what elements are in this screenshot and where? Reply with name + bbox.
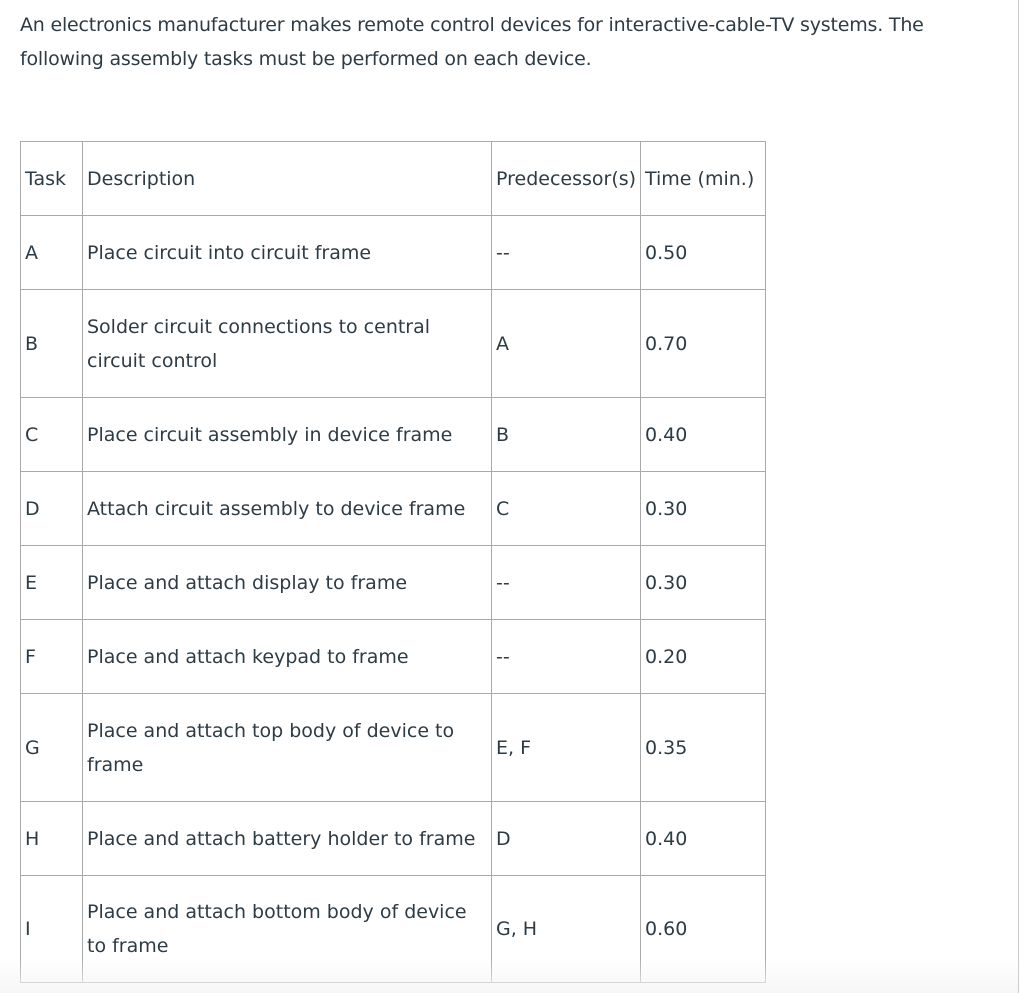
predecessors-cell: D <box>492 802 641 876</box>
task-cell: G <box>21 694 83 802</box>
header-task: Task <box>21 142 83 216</box>
task-cell: E <box>21 546 83 620</box>
table-row <box>21 802 766 876</box>
table-row <box>21 472 766 546</box>
header-description: Description <box>83 142 492 216</box>
description-cell: Place and attach keypad to frame <box>83 620 492 694</box>
time-cell: 0.40 <box>641 398 766 472</box>
task-cell: I <box>21 876 83 983</box>
time-cell: 0.30 <box>641 472 766 546</box>
time-cell: 0.60 <box>641 876 766 983</box>
table-row <box>21 620 766 694</box>
task-cell: A <box>21 216 83 290</box>
time-cell: 0.70 <box>641 290 766 398</box>
description-cell: Attach circuit assembly to device frame <box>83 472 492 546</box>
predecessors-cell: -- <box>492 620 641 694</box>
predecessors-cell: G, H <box>492 876 641 983</box>
task-cell: H <box>21 802 83 876</box>
table-header-row <box>21 142 766 216</box>
description-cell: Place and attach display to frame <box>83 546 492 620</box>
task-cell: B <box>21 290 83 398</box>
table-row <box>21 694 766 802</box>
predecessors-cell: B <box>492 398 641 472</box>
description-cell: Place circuit assembly in device frame <box>83 398 492 472</box>
description-cell: Solder circuit connections to central circuit control <box>83 290 492 398</box>
time-cell: 0.50 <box>641 216 766 290</box>
description-cell: Place and attach top body of device to frame <box>83 694 492 802</box>
assembly-tasks-table <box>20 141 766 983</box>
table-row <box>21 876 766 983</box>
predecessors-cell: -- <box>492 546 641 620</box>
table-row <box>21 546 766 620</box>
content-right-border <box>1018 0 1019 993</box>
table-row <box>21 216 766 290</box>
task-cell: F <box>21 620 83 694</box>
time-cell: 0.35 <box>641 694 766 802</box>
header-time: Time (min.) <box>641 142 766 216</box>
description-cell: Place circuit into circuit frame <box>83 216 492 290</box>
description-cell: Place and attach battery holder to frame <box>83 802 492 876</box>
description-cell: Place and attach bottom body of device to frame <box>83 876 492 983</box>
predecessors-cell: E, F <box>492 694 641 802</box>
predecessors-cell: C <box>492 472 641 546</box>
problem-intro: An electronics manufacturer makes remote control devices for interactive-cable-TV systems. The following assembly tasks must be performed on each device. <box>20 14 924 70</box>
predecessors-cell: A <box>492 290 641 398</box>
time-cell: 0.30 <box>641 546 766 620</box>
header-predecessors: Predecessor(s) <box>492 142 641 216</box>
time-cell: 0.20 <box>641 620 766 694</box>
predecessors-cell: -- <box>492 216 641 290</box>
task-cell: D <box>21 472 83 546</box>
table-row <box>21 398 766 472</box>
task-cell: C <box>21 398 83 472</box>
table-row <box>21 290 766 398</box>
time-cell: 0.40 <box>641 802 766 876</box>
